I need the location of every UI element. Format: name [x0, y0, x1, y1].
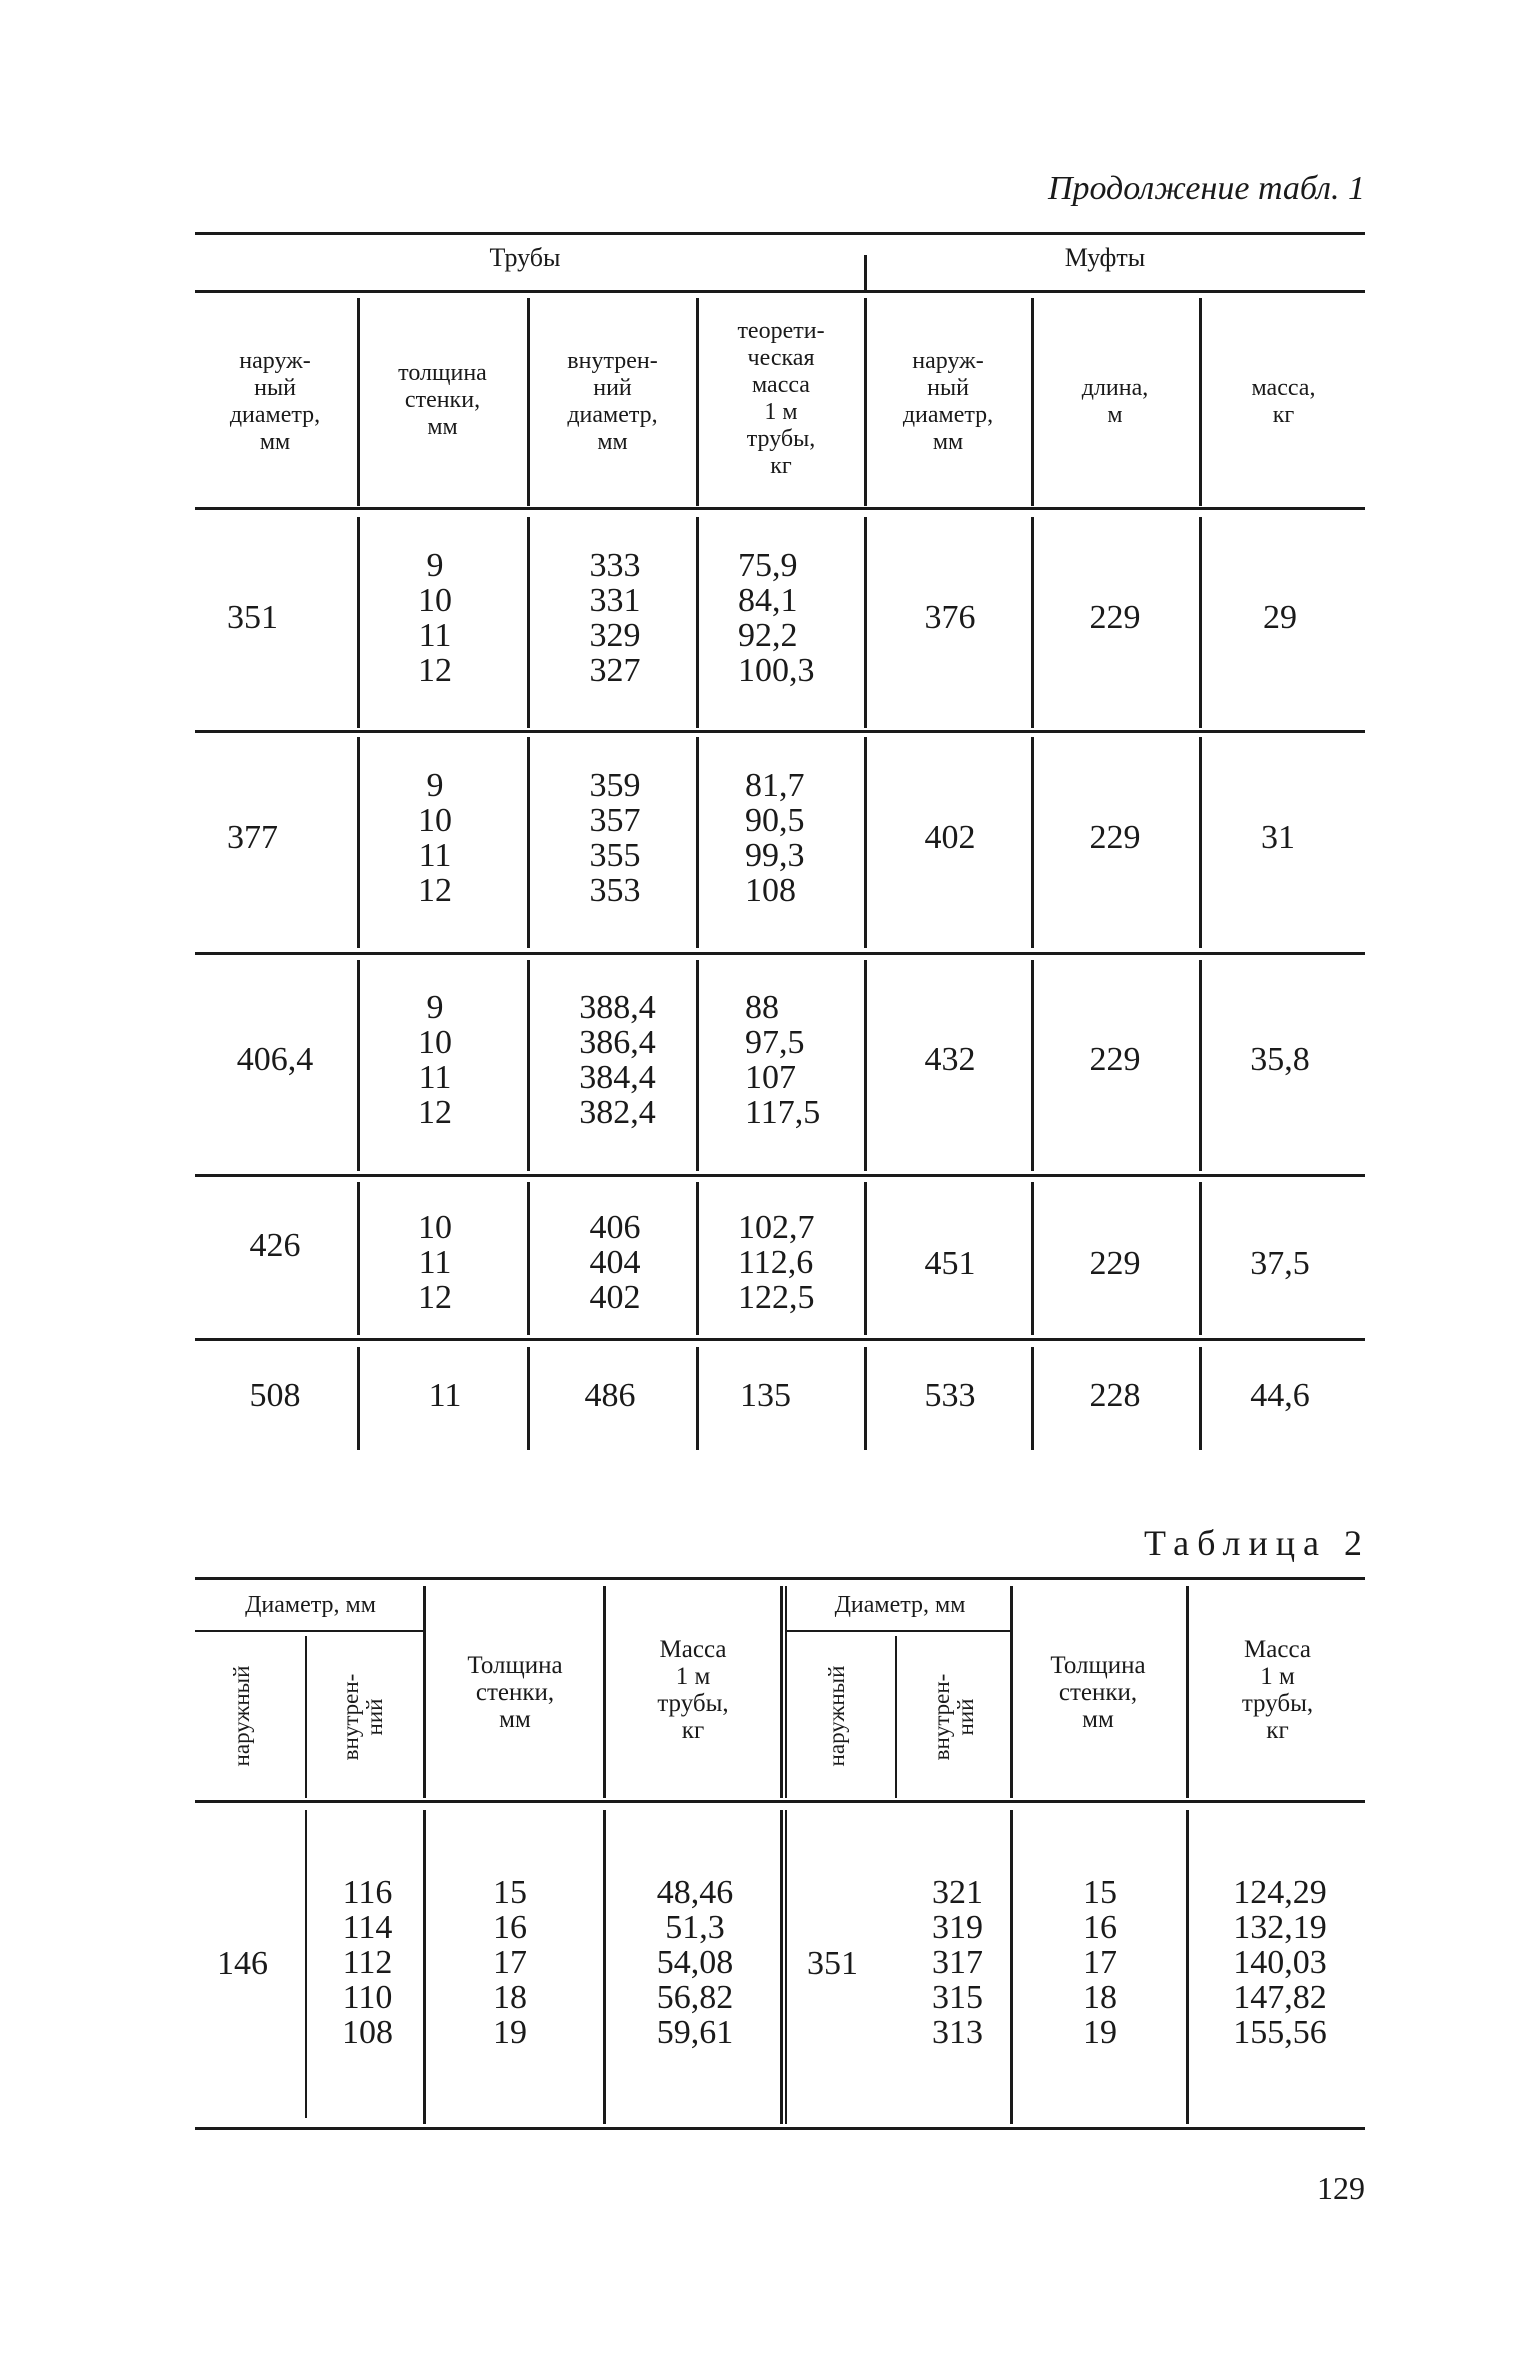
mass-header-right: Масса 1 м трубы, кг: [1241, 1636, 1314, 1744]
outer-label-left: наружный: [229, 1665, 254, 1767]
cell-outer: 426: [249, 1227, 301, 1264]
cell-outer: 351: [227, 599, 278, 636]
cell-inner-left: 116 114 112 110 108: [342, 1874, 393, 2051]
wall-header-left: Толщина стенки, мм: [467, 1652, 563, 1733]
cell-coupling-outer: 432: [924, 1041, 976, 1078]
inner-label-right: внутрен- ний: [929, 1673, 978, 1761]
cell-mass-right: 124,29 132,19 140,03 147,82 155,56: [1233, 1874, 1327, 2051]
mass-header-left: Масса 1 м трубы, кг: [657, 1636, 729, 1744]
cell-coupling-mass: 37,5: [1250, 1245, 1310, 1282]
cell-mass-left: 48,46 51,3 54,08 56,82 59,61: [656, 1874, 734, 2051]
continuation-caption: Продолжение табл. 1: [1047, 170, 1365, 207]
diameter-group-header-left: Диаметр, мм: [245, 1592, 376, 1618]
cell-mass: 81,7 90,5 99,3 108: [745, 767, 805, 909]
col-header-theoretical-mass: теорети- ческая масса 1 м трубы, кг: [737, 318, 825, 479]
cell-coupling-outer: 451: [924, 1245, 976, 1282]
cell-outer: 406,4: [236, 1041, 314, 1078]
group-header-pipes: Трубы: [489, 243, 561, 272]
cell-inner: 333 331 329 327: [589, 547, 641, 689]
cell-coupling-length: 229: [1089, 1041, 1141, 1078]
cell-outer: 508: [249, 1377, 301, 1414]
cell-inner: 359 357 355 353: [589, 767, 641, 909]
cell-outer-left: 146: [217, 1945, 268, 1982]
diameter-group-header-right: Диаметр, мм: [834, 1592, 966, 1618]
col-header-inner-diameter: внутрен- ний диаметр, мм: [567, 348, 658, 455]
cell-wall: 11: [428, 1377, 462, 1414]
cell-inner: 406 404 402: [589, 1209, 641, 1316]
cell-wall: 9 10 11 12: [418, 767, 452, 909]
outer-label-right: наружный: [824, 1665, 849, 1767]
cell-coupling-outer: 376: [924, 599, 976, 636]
cell-coupling-mass: 35,8: [1250, 1041, 1310, 1078]
cell-coupling-mass: 44,6: [1250, 1377, 1310, 1414]
table-2-title: Таблица 2: [1144, 1523, 1370, 1563]
col-header-coupling-outer-diameter: наруж- ный диаметр, мм: [902, 348, 994, 455]
col-header-wall-thickness: толщина стенки, мм: [398, 360, 487, 440]
cell-coupling-length: 229: [1089, 819, 1141, 856]
inner-label-left: внутрен- ний: [338, 1673, 387, 1761]
cell-outer: 377: [227, 819, 278, 856]
cell-wall: 9 10 11 12: [418, 989, 452, 1131]
col-header-coupling-mass: масса, кг: [1251, 375, 1316, 428]
col-header-outer-diameter: наруж- ный диаметр, мм: [229, 348, 321, 455]
cell-coupling-outer: 402: [924, 819, 976, 856]
cell-coupling-length: 228: [1089, 1377, 1141, 1414]
cell-coupling-outer: 533: [924, 1377, 976, 1414]
cell-mass: 88 97,5 107 117,5: [745, 989, 821, 1131]
cell-mass: 75,9 84,1 92,2 100,3: [738, 547, 815, 689]
col-header-coupling-length: длина, м: [1081, 375, 1149, 428]
cell-mass: 102,7 112,6 122,5: [738, 1209, 815, 1316]
cell-mass: 135: [740, 1377, 791, 1414]
cell-wall-left: 15 16 17 18 19: [493, 1874, 527, 2051]
page-number: 129: [1317, 2170, 1365, 2206]
cell-inner: 486: [584, 1377, 636, 1414]
cell-wall: 9 10 11 12: [418, 547, 452, 689]
cell-wall: 10 11 12: [418, 1209, 452, 1316]
wall-header-right: Толщина стенки, мм: [1050, 1652, 1146, 1733]
cell-coupling-length: 229: [1089, 599, 1141, 636]
cell-inner-right: 321 319 317 315 313: [932, 1874, 983, 2051]
cell-wall-right: 15 16 17 18 19: [1083, 1874, 1117, 2051]
cell-inner: 388,4 386,4 384,4 382,4: [579, 989, 656, 1131]
cell-coupling-mass: 31: [1261, 819, 1295, 856]
cell-outer-right: 351: [807, 1945, 858, 1982]
cell-coupling-mass: 29: [1263, 599, 1297, 636]
cell-coupling-length: 229: [1089, 1245, 1141, 1282]
group-header-couplings: Муфты: [1064, 243, 1146, 272]
